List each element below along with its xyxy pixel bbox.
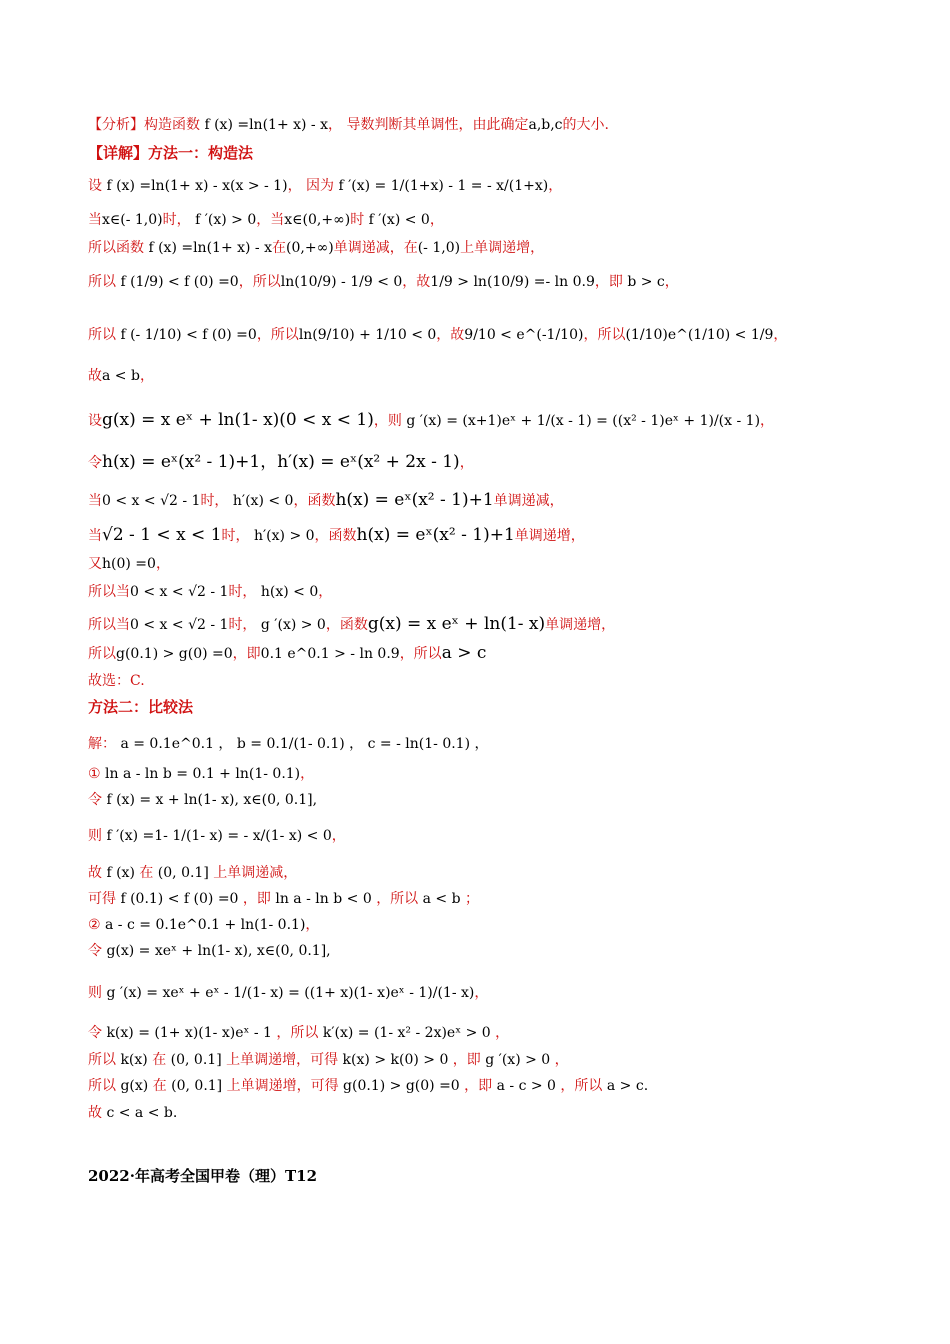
text-span: 故 — [88, 368, 102, 384]
math-expression: 0 < x < √2 - 1 — [102, 493, 201, 509]
text-line-27 — [88, 983, 488, 1003]
text-span: 时， — [228, 617, 257, 633]
text-span: ， — [318, 584, 333, 600]
math-expression: a < b — [102, 368, 140, 384]
text-span: ， — [554, 1052, 569, 1068]
math-expression: g(x) — [116, 1078, 153, 1094]
math-expression: g(0.1) > g(0) =0 — [338, 1078, 465, 1094]
text-line-24 — [88, 889, 479, 909]
text-span: ， — [429, 212, 444, 228]
text-span: 令 — [88, 1025, 102, 1041]
text-span: 所以 — [88, 274, 116, 290]
math-expression: h′(x) > 0 — [249, 528, 315, 544]
text-span: ，所以 — [376, 891, 419, 907]
text-span: 上单调递减， — [213, 865, 298, 881]
text-span: ， — [773, 327, 788, 343]
text-span: ， — [300, 766, 315, 782]
text-span: 在 — [139, 865, 154, 881]
text-line-8 — [88, 366, 154, 386]
text-line-30 — [88, 1076, 648, 1096]
math-expression: f (x) = x + ln(1- x), x∈(0, 0.1], — [102, 792, 318, 808]
text-span: 所以当 — [88, 617, 130, 633]
text-line-6 — [88, 272, 679, 292]
math-expression: (- 1,0) — [417, 240, 461, 256]
text-span: ， 导数判断其单调性，由此确定 — [328, 117, 529, 133]
text-span: 所以 — [88, 646, 116, 662]
text-span: ； — [465, 891, 480, 907]
text-span: ① — [88, 766, 101, 782]
text-span: 单调递增， — [514, 528, 585, 544]
text-span: ，即 — [232, 646, 261, 662]
math-expression: f ′(x) < 0 — [364, 212, 430, 228]
text-line-16 — [88, 643, 486, 664]
text-line-26 — [88, 941, 331, 961]
text-span: 上单调递增， — [460, 240, 545, 256]
text-line-12 — [88, 525, 585, 546]
text-span: 解： — [88, 736, 116, 752]
math-expression: 0.1 e^0.1 > - ln 0.9 — [260, 646, 400, 662]
text-span: ， — [474, 985, 489, 1001]
text-span: ， — [305, 917, 320, 933]
text-span: 所以 — [88, 327, 116, 343]
math-expression: (1/10)e^(1/10) < 1/9 — [625, 327, 774, 343]
math-expression: a < b — [418, 891, 466, 907]
text-span: ，所以 — [583, 327, 626, 343]
math-expression: a = 0.1e^0.1 ， b = 0.1/(1- 0.1) ， c = - ln(1- 0.1) ， — [116, 736, 489, 752]
text-line-10 — [88, 452, 474, 473]
text-span: 的大小. — [562, 117, 609, 133]
text-span: 当 — [88, 528, 102, 544]
text-span: ， — [155, 556, 170, 572]
text-line-19 — [88, 734, 489, 754]
text-line-18 — [88, 697, 193, 718]
math-expression: f (x) — [102, 865, 140, 881]
text-span: 可得 — [88, 891, 116, 907]
text-span: 在 — [152, 1078, 167, 1094]
math-expression: b > c — [622, 274, 665, 290]
text-line-28 — [88, 1023, 509, 1043]
text-span: 【分析】构造函数 — [88, 117, 200, 133]
math-expression: f (x) =ln(1+ x) - x — [144, 240, 273, 256]
text-span: ， — [331, 828, 346, 844]
text-span: ，函数 — [325, 617, 368, 633]
math-expression: g ′(x) > 0 — [256, 617, 326, 633]
text-span: ，则 — [373, 413, 402, 429]
text-span: 【详解】方法一：构造法 — [88, 144, 254, 162]
math-expression: ln(10/9) - 1/9 < 0 — [280, 274, 403, 290]
math-expression: a,b,c — [528, 117, 563, 133]
text-span: ， — [664, 274, 679, 290]
text-span: ，所以 — [560, 1078, 603, 1094]
text-span: ， — [548, 178, 563, 194]
text-span: ，故 — [402, 274, 431, 290]
math-expression: (0,+∞) — [286, 240, 334, 256]
math-expression: g(x) = x eˣ + ln(1- x) — [367, 614, 546, 634]
text-span: 在 — [272, 240, 287, 256]
text-span: ，所以 — [399, 646, 442, 662]
math-expression: 0 < x < √2 - 1 — [130, 617, 229, 633]
text-span: 单调递增， — [545, 617, 616, 633]
math-expression: a > c. — [602, 1078, 649, 1094]
text-span: ，所以 — [256, 327, 299, 343]
math-expression: f (1/9) < f (0) =0 — [116, 274, 239, 290]
text-line-3 — [88, 176, 562, 196]
math-expression: k(x) — [116, 1052, 153, 1068]
text-span: ， — [459, 455, 474, 471]
text-span: 时， — [200, 493, 229, 509]
text-line-9 — [88, 410, 774, 431]
text-span: 当 — [88, 212, 102, 228]
text-span: 故 — [88, 1105, 102, 1121]
text-span: ，即 — [464, 1078, 493, 1094]
text-line-2 — [88, 143, 253, 164]
text-line-7 — [88, 325, 787, 345]
text-span: 时 — [350, 212, 365, 228]
text-span: 所以 — [88, 1078, 116, 1094]
math-expression: √2 - 1 < x < 1 — [102, 525, 222, 545]
text-line-25 — [88, 915, 319, 935]
math-expression: 1/9 > ln(10/9) =- ln 0.9 — [430, 274, 595, 290]
text-span: 方法二：比较法 — [88, 698, 194, 716]
text-line-15 — [88, 614, 615, 635]
text-span: 设 — [88, 178, 102, 194]
text-span: ， — [760, 413, 775, 429]
text-span: 所以 — [88, 1052, 116, 1068]
text-span: 则 — [88, 985, 102, 1001]
text-line-11 — [88, 490, 564, 511]
math-expression: k′(x) = (1- x² - 2x)eˣ > 0 — [318, 1025, 496, 1041]
math-expression: g(x) = xeˣ + ln(1- x), x∈(0, 0.1], — [102, 943, 331, 959]
text-line-4 — [88, 210, 444, 230]
math-expression: g ′(x) = (x+1)eˣ + 1/(x - 1) = ((x² - 1)eˣ + 1)/(x - 1) — [401, 413, 761, 429]
math-expression: 9/10 < e^(-1/10) — [464, 327, 584, 343]
text-span: 时， — [221, 528, 250, 544]
text-span: ，故 — [436, 327, 465, 343]
math-expression: ln a - ln b < 0 — [270, 891, 377, 907]
text-span: 2022·年高考全国甲卷（理）T12 — [88, 1167, 318, 1185]
text-span: 故选：C. — [88, 673, 145, 689]
text-span: ，函数 — [314, 528, 357, 544]
math-expression: a > c — [441, 643, 487, 663]
math-expression: h(0) =0 — [102, 556, 156, 572]
math-expression: c < a < b. — [102, 1105, 178, 1121]
math-expression: g ′(x) > 0 — [480, 1052, 555, 1068]
text-span: 单调递减，在 — [333, 240, 418, 256]
math-expression: h(x) = eˣ(x² - 1)+1 — [335, 490, 494, 510]
math-expression: h(x) < 0 — [256, 584, 319, 600]
math-expression: g(0.1) > g(0) =0 — [116, 646, 233, 662]
text-span: 令 — [88, 792, 102, 808]
math-expression: h(x) = eˣ(x² - 1)+1，h′(x) = eˣ(x² + 2x - 1) — [102, 452, 460, 472]
math-expression: k(x) > k(0) > 0 — [338, 1052, 453, 1068]
text-span: ，所以 — [276, 1025, 319, 1041]
math-expression: g ′(x) = xeˣ + eˣ - 1/(1- x) = ((1+ x)(1- x)eˣ - 1)/(1- x) — [102, 985, 475, 1001]
math-expression: f ′(x) =1- 1/(1- x) = - x/(1- x) < 0 — [102, 828, 332, 844]
text-line-32 — [88, 1166, 317, 1187]
math-expression: x∈(0,+∞) — [284, 212, 351, 228]
math-expression: a - c > 0 — [492, 1078, 561, 1094]
math-expression: g(x) = x eˣ + ln(1- x)(0 < x < 1) — [102, 410, 374, 430]
math-expression: f (x) =ln(1+ x) - x(x > - 1) — [102, 178, 288, 194]
text-span: 时， — [228, 584, 257, 600]
math-expression: k(x) = (1+ x)(1- x)eˣ - 1 — [102, 1025, 277, 1041]
math-expression: x∈(- 1,0) — [102, 212, 163, 228]
text-span: 则 — [88, 828, 102, 844]
text-line-22 — [88, 826, 346, 846]
text-line-13 — [88, 554, 170, 574]
text-line-29 — [88, 1050, 569, 1070]
text-span: 令 — [88, 455, 102, 471]
text-line-20 — [88, 764, 314, 784]
text-span: 所以函数 — [88, 240, 144, 256]
text-span: 时， — [162, 212, 191, 228]
math-expression: ln(9/10) + 1/10 < 0 — [298, 327, 437, 343]
text-span: 令 — [88, 943, 102, 959]
math-expression: f (x) =ln(1+ x) - x — [200, 117, 329, 133]
text-span: ，所以 — [238, 274, 281, 290]
text-span: 设 — [88, 413, 102, 429]
text-line-31 — [88, 1103, 177, 1123]
math-expression: a - c = 0.1e^0.1 + ln(1- 0.1) — [100, 917, 306, 933]
text-span: 所以当 — [88, 584, 130, 600]
text-span: ② — [88, 917, 101, 933]
text-span: ，即 — [452, 1052, 481, 1068]
text-span: ，即 — [242, 891, 271, 907]
text-span: ， — [495, 1025, 510, 1041]
text-line-1 — [88, 115, 609, 135]
text-span: 又 — [88, 556, 102, 572]
text-span: 在 — [152, 1052, 167, 1068]
math-expression: (0, 0.1] — [153, 865, 214, 881]
math-expression: f (- 1/10) < f (0) =0 — [116, 327, 257, 343]
text-line-14 — [88, 582, 332, 602]
math-expression: h′(x) < 0 — [228, 493, 294, 509]
text-line-21 — [88, 790, 317, 810]
text-span: ， 因为 — [287, 178, 335, 194]
text-span: 上单调递增，可得 — [226, 1052, 339, 1068]
text-line-23 — [88, 863, 297, 883]
math-expression: 0 < x < √2 - 1 — [130, 584, 229, 600]
math-expression: f ′(x) > 0 — [190, 212, 257, 228]
text-line-5 — [88, 238, 544, 258]
math-expression: h(x) = eˣ(x² - 1)+1 — [356, 525, 515, 545]
math-expression: f (0.1) < f (0) =0 — [116, 891, 243, 907]
text-span: ，函数 — [293, 493, 336, 509]
text-line-17 — [88, 671, 145, 691]
text-span: 当 — [88, 493, 102, 509]
math-expression: (0, 0.1] — [166, 1052, 227, 1068]
text-span: ，即 — [594, 274, 623, 290]
text-span: 故 — [88, 865, 102, 881]
math-expression: (0, 0.1] — [166, 1078, 227, 1094]
text-span: 上单调递增，可得 — [226, 1078, 339, 1094]
math-expression: f ′(x) = 1/(1+x) - 1 = - x/(1+x) — [334, 178, 549, 194]
text-span: 单调递减， — [493, 493, 564, 509]
text-span: ， — [139, 368, 154, 384]
text-span: ，当 — [256, 212, 285, 228]
math-expression: ln a - ln b = 0.1 + ln(1- 0.1) — [100, 766, 301, 782]
